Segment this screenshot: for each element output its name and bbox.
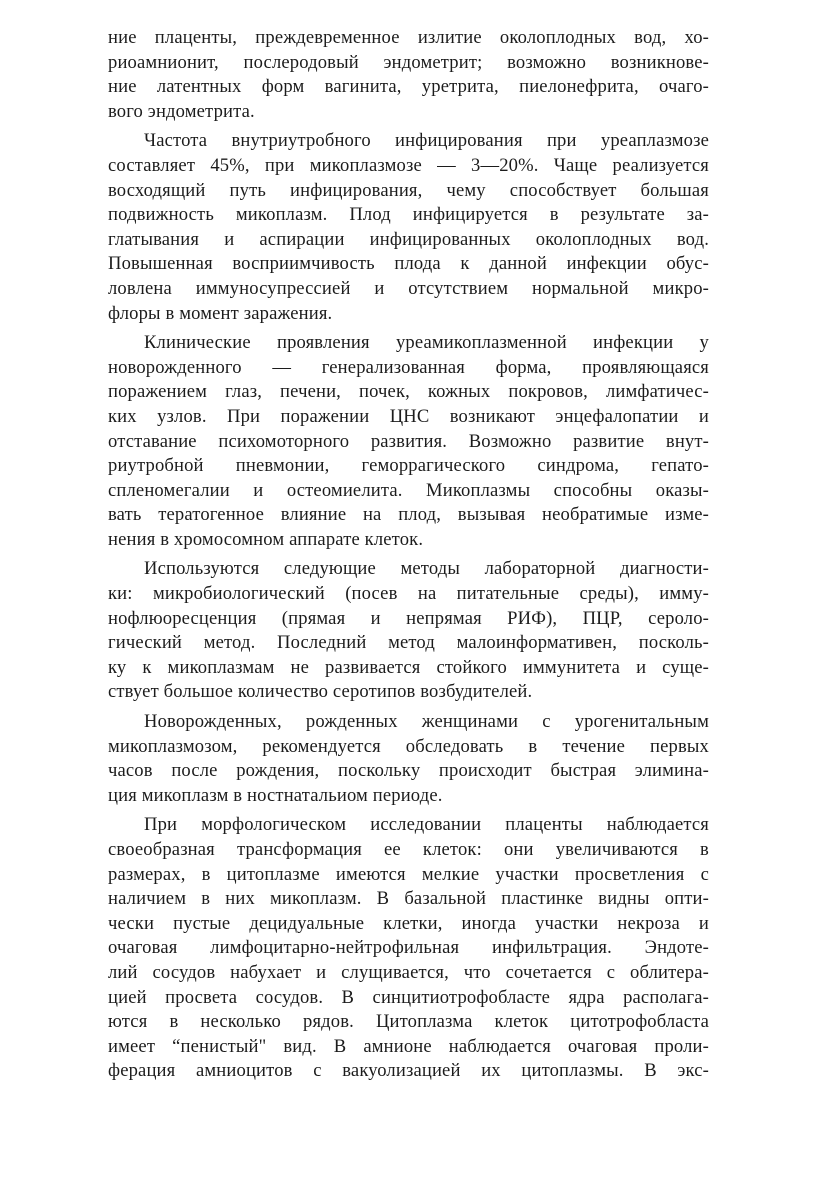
text-line: вого эндометрита. xyxy=(108,100,255,122)
text-line: риоамнионит, послеродовый эндометрит; возможно возникнове- xyxy=(108,51,709,73)
paragraph xyxy=(108,557,709,705)
text-line: поражением глаз, печени, почек, кожных покровов, лимфатичес- xyxy=(108,381,709,403)
paragraph xyxy=(108,813,709,1084)
text-line: микоплазмозом, рекомендуется обследовать в течение первых xyxy=(108,735,709,757)
text-line: нофлюоресценция (прямая и непрямая РИФ), ПЦР, сероло- xyxy=(108,607,709,629)
paragraph xyxy=(108,26,709,124)
text-line: размерах, в цитоплазме имеются мелкие участки просветления с xyxy=(108,863,709,885)
text-line: очаговая лимфоцитарно-нейтрофильная инфильтрация. Эндоте- xyxy=(108,937,709,959)
paragraph xyxy=(108,710,709,808)
text-line: своеобразная трансформация ее клеток: они увеличиваются в xyxy=(108,839,709,860)
text-line: ние латентных форм вагинита, уретрита, пиелонефрита, очаго- xyxy=(108,76,709,98)
text-line: отставание психомоторного развития. Возможно развитие внут- xyxy=(108,430,709,452)
text-line: часов после рождения, поскольку происходит быстрая элимина- xyxy=(108,760,709,782)
text-line: составляет 45%, при микоплазмозе — 3—20%. Чаще реализуется xyxy=(108,154,709,176)
text-line: Клинические проявления уреамикоплазменной инфекции у xyxy=(144,332,709,354)
book-page xyxy=(108,26,709,1089)
text-line: наличием в них микоплазм. В базальной пластинке видны опти- xyxy=(108,888,709,910)
paragraph xyxy=(108,331,709,552)
text-line: ются в несколько рядов. Цитоплазма клеток цитотрофобласта xyxy=(108,1011,709,1033)
text-line: ловлена иммуносупрессией и отсутствием нормальной микро- xyxy=(108,277,709,299)
text-line: подвижность микоплазм. Плод инфицируется в результате за- xyxy=(108,204,709,226)
text-line: ки: микробиологический (посев на питательные среды), имму- xyxy=(108,583,709,605)
paragraph xyxy=(108,129,709,326)
text-line: ние плаценты, преждевременное излитие околоплодных вод, хо- xyxy=(108,27,709,48)
text-line: ферация амниоцитов с вакуолизацией их цитоплазмы. В экс- xyxy=(108,1060,709,1082)
text-line: новорожденного — генерализованная форма, проявляющаяся xyxy=(108,356,709,378)
text-line: чески пустые децидуальные клетки, иногда участки некроза и xyxy=(108,912,709,934)
text-line: вать тератогенное влияние на плод, вызывая необратимые изме- xyxy=(108,504,709,526)
text-line: лий сосудов набухает и слущивается, что сочетается с облитера- xyxy=(108,961,709,983)
text-line: глатывания и аспирации инфицированных околоплодных вод. xyxy=(108,228,709,250)
text-line: Частота внутриутробного инфицирования при уреаплазмозе xyxy=(144,130,709,152)
text-line: ствует большое количество серотипов возбудителей. xyxy=(108,681,533,703)
text-line: Используются следующие методы лабораторной диагности- xyxy=(144,558,709,580)
text-line: риутробной пневмонии, геморрагического синдрома, гепато- xyxy=(108,455,709,477)
text-line: ку к микоплазмам не развивается стойкого иммунитета и суще- xyxy=(108,656,709,678)
text-line: флоры в момент заражения. xyxy=(108,302,333,324)
text-line: спленомегалии и остеомиелита. Микоплазмы способны оказы- xyxy=(108,479,709,501)
text-line: имеет “пенистый" вид. В амнионе наблюдается очаговая проли- xyxy=(108,1035,709,1057)
text-line: нения в хромосомном аппарате клеток. xyxy=(108,528,424,550)
text-line: При морфологическом исследовании плаценты наблюдается xyxy=(144,814,709,836)
text-line: цией просвета сосудов. В синцитиотрофобласте ядра располага- xyxy=(108,986,709,1008)
text-line: ких узлов. При поражении ЦНС возникают энцефалопатии и xyxy=(108,405,709,427)
text-line: гический метод. Последний метод малоинформативен, посколь- xyxy=(108,632,709,654)
text-line: ция микоплазм в ностнатальиом периоде. xyxy=(108,784,443,806)
text-line: Повышенная восприимчивость плода к данной инфекции обус- xyxy=(108,253,709,275)
text-line: восходящий путь инфицирования, чему способствует большая xyxy=(108,179,709,201)
text-line: Новорожденных, рожденных женщинами с урогенитальным xyxy=(144,711,709,733)
